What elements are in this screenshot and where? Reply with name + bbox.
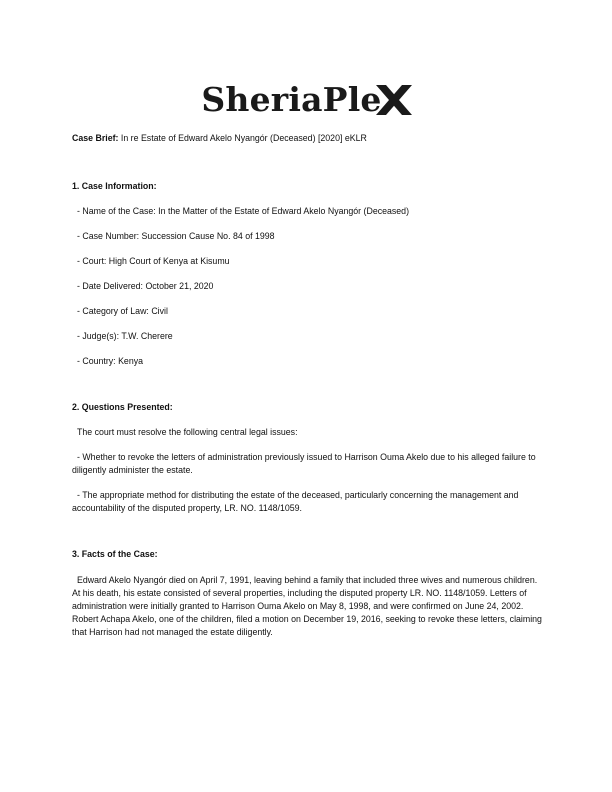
- questions-intro: The court must resolve the following central legal issues:: [77, 427, 298, 437]
- document-body: [72, 132, 547, 639]
- case-info-item: - Category of Law: Civil: [77, 306, 168, 316]
- section-heading-case-information: 1. Case Information:: [72, 181, 157, 191]
- logo-wordmark: SheriaPle: [201, 79, 382, 119]
- case-brief-line: [72, 132, 547, 145]
- case-info-item: - Name of the Case: In the Matter of the Estate of Edward Akelo Nyangór (Deceased): [77, 206, 410, 216]
- sheriaplex-logo: [0, 74, 612, 124]
- question-item: - The appropriate method for distributing the estate of the deceased, particularly concerning the management and accountability of the disputed property, LR. NO. 1148/1059.: [72, 490, 519, 513]
- question-item: - Whether to revoke the letters of administration previously issued to Harrison Ouma Akelo due to his alleged failure to diligently administer the estate.: [72, 452, 536, 475]
- section-heading-questions-presented: 2. Questions Presented:: [72, 402, 173, 412]
- facts-paragraph: Edward Akelo Nyangór died on April 7, 1991, leaving behind a family that included three wives and numerous children. At his death, his estate consisted of several properties, including the disputed property LR. NO. 1148/1059. Letters of administration were initially granted to Harrison Ouma Akelo on May 8, 1998, and were confirmed on June 24, 2002. Robert Achapa Akelo, one of the children, filed a motion on December 19, 2016, seeking to revoke these letters, claiming that Harrison had not managed the estate diligently.: [72, 575, 542, 637]
- case-info-item: - Date Delivered: October 21, 2020: [77, 281, 214, 291]
- case-brief-title: In re Estate of Edward Akelo Nyangór (Deceased) [2020] eKLR: [118, 133, 367, 143]
- case-info-item: - Court: High Court of Kenya at Kisumu: [77, 256, 230, 266]
- section-heading-facts: 3. Facts of the Case:: [72, 549, 158, 559]
- case-brief-label: Case Brief:: [72, 133, 119, 143]
- case-info-item: - Case Number: Succession Cause No. 84 of 1998: [77, 231, 275, 241]
- case-info-item: - Country: Kenya: [77, 356, 144, 366]
- case-info-item: - Judge(s): T.W. Cherere: [77, 331, 173, 341]
